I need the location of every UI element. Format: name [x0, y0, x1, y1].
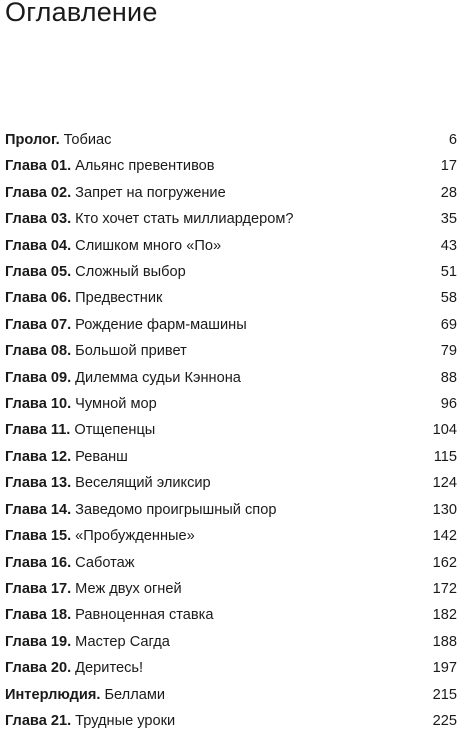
toc-entry-page-number: 142 — [432, 528, 457, 545]
toc-entry-label: Глава 14. — [5, 501, 72, 518]
toc-entry-name: Мастер Сагда — [75, 633, 170, 650]
toc-entry-name: Альянс превентивов — [75, 158, 215, 175]
toc-entry-page-number: 6 — [448, 132, 457, 148]
toc-entry-title — [5, 576, 182, 602]
toc-entry-title — [5, 365, 241, 391]
toc-entry-title — [5, 655, 143, 681]
toc-entry-name: Рождение фарм-машины — [75, 316, 247, 333]
toc-entry-label: Глава 15. — [5, 528, 72, 545]
toc-entry-title — [5, 391, 157, 417]
toc-entry-title — [5, 153, 215, 179]
toc-entry-name: Реванш — [75, 448, 128, 465]
toc-entry-label: Глава 06. — [5, 290, 72, 307]
toc-entry-page-number: 172 — [432, 580, 457, 597]
toc-entry-name: Меж двух огней — [75, 580, 182, 597]
toc-entry-title — [5, 550, 135, 576]
toc-entry-page-number: 51 — [440, 264, 457, 281]
toc-entry-page-number: 88 — [440, 369, 457, 386]
toc-entry[interactable] — [5, 180, 457, 206]
toc-entry[interactable] — [5, 444, 457, 470]
toc-entry[interactable] — [5, 523, 457, 549]
toc-entry-title — [5, 206, 294, 232]
toc-entry-name: Кто хочет стать миллиардером? — [75, 211, 294, 228]
toc-entry-page-number: 58 — [440, 290, 457, 307]
toc-entry-page-number: 197 — [432, 660, 457, 677]
toc-entry-title — [5, 682, 165, 708]
toc-entry-title — [5, 523, 195, 549]
toc-entry-title — [5, 233, 221, 259]
toc-entry[interactable] — [5, 285, 457, 311]
toc-entry-label: Глава 08. — [5, 343, 72, 360]
toc-entry[interactable] — [5, 153, 457, 179]
toc-entry-title — [5, 338, 187, 364]
toc-entry-title — [5, 127, 111, 153]
toc-entry-page-number: 115 — [433, 448, 457, 465]
toc-entry-name: Сложный выбор — [75, 264, 186, 281]
toc-entry[interactable] — [5, 497, 457, 523]
toc-entry-page-number: 162 — [432, 554, 457, 571]
toc-entry-label: Глава 18. — [5, 607, 72, 624]
toc-entry-page-number: 35 — [440, 211, 457, 228]
toc-entry-name: Слишком много «По» — [75, 237, 222, 254]
toc-entry[interactable] — [5, 391, 457, 417]
toc-entry-page-number: 124 — [432, 475, 457, 492]
toc-entry-title — [5, 312, 247, 338]
toc-entry-name: Тобиас — [63, 132, 112, 148]
toc-entry-label: Глава 17. — [5, 580, 72, 597]
toc-entry-page-number: 69 — [440, 316, 457, 333]
toc-entry-name: Чумной мор — [75, 396, 157, 413]
toc-entry-label: Глава 19. — [5, 633, 72, 650]
toc-entry-name: Большой привет — [75, 343, 187, 360]
toc-entry[interactable] — [5, 127, 457, 153]
toc-entry-page-number: 104 — [432, 422, 457, 439]
toc-entry[interactable] — [5, 550, 457, 576]
toc-entry-label: Глава 05. — [5, 264, 72, 281]
toc-entry-name: Беллами — [104, 686, 166, 703]
toc-entry-label: Глава 16. — [5, 554, 72, 571]
toc-entry[interactable] — [5, 470, 457, 496]
page-title: Оглавление — [5, 0, 158, 27]
toc-entry-page-number: 225 — [432, 712, 457, 729]
toc-entry[interactable] — [5, 259, 457, 285]
toc-entry-title — [5, 602, 213, 628]
toc-entry[interactable] — [5, 602, 457, 628]
toc-entry[interactable] — [5, 417, 457, 443]
toc-entry-label: Глава 20. — [5, 660, 72, 677]
toc-entry-title — [5, 285, 162, 311]
toc-entry-label: Глава 10. — [5, 396, 72, 413]
toc-entry-label: Глава 12. — [5, 448, 72, 465]
toc-entry-name: Веселящий эликсир — [75, 475, 211, 492]
toc-entry-page-number: 188 — [432, 633, 457, 650]
toc-entry-name: Предвестник — [75, 290, 163, 307]
toc-entry[interactable] — [5, 629, 457, 655]
toc-entry-name: Отщепенцы — [74, 422, 156, 439]
toc-entry-label: Интерлюдия. — [5, 686, 101, 703]
toc-entry[interactable] — [5, 312, 457, 338]
table-of-contents — [5, 127, 457, 734]
toc-entry-name: Дилемма судьи Кэннона — [75, 369, 241, 386]
toc-entry-title — [5, 629, 170, 655]
toc-entry-page-number: 17 — [440, 158, 457, 175]
toc-entry[interactable] — [5, 365, 457, 391]
toc-entry-label: Глава 21. — [5, 712, 72, 729]
toc-entry-page-number: 130 — [432, 501, 457, 518]
toc-entry-title — [5, 497, 276, 523]
toc-entry-label: Глава 01. — [5, 158, 72, 175]
toc-entry-label: Глава 02. — [5, 184, 72, 201]
toc-entry-label: Глава 03. — [5, 211, 72, 228]
toc-entry-title — [5, 708, 175, 734]
toc-entry[interactable] — [5, 338, 457, 364]
toc-entry-page-number: 182 — [432, 607, 457, 624]
toc-entry-label: Глава 04. — [5, 237, 72, 254]
toc-entry-title — [5, 259, 186, 285]
toc-entry[interactable] — [5, 708, 457, 734]
toc-entry-name: «Пробужденные» — [75, 528, 195, 545]
toc-entry-page-number: 79 — [440, 343, 457, 360]
toc-entry-name: Запрет на погружение — [75, 184, 226, 201]
toc-entry[interactable] — [5, 682, 457, 708]
toc-entry-page-number: 215 — [432, 686, 457, 703]
toc-entry[interactable] — [5, 206, 457, 232]
toc-entry-name: Равноценная ставка — [75, 607, 214, 624]
toc-entry-title — [5, 180, 226, 206]
toc-entry-label: Глава 07. — [5, 316, 72, 333]
toc-entry-title — [5, 444, 128, 470]
toc-entry-name: Заведомо проигрышный спор — [75, 501, 277, 518]
toc-entry-label: Глава 13. — [5, 475, 72, 492]
toc-entry[interactable] — [5, 576, 457, 602]
toc-entry-title — [5, 417, 155, 443]
toc-entry-label: Глава 09. — [5, 369, 72, 386]
toc-entry-page-number: 43 — [440, 237, 457, 254]
toc-entry-label: Пролог. — [5, 132, 60, 148]
toc-entry-title — [5, 470, 211, 496]
toc-entry-name: Саботаж — [75, 554, 135, 571]
toc-entry-name: Деритесь! — [75, 660, 144, 677]
toc-entry-page-number: 28 — [440, 184, 457, 201]
toc-entry[interactable] — [5, 655, 457, 681]
toc-entry-page-number: 96 — [440, 396, 457, 413]
toc-entry-name: Трудные уроки — [75, 712, 176, 729]
toc-entry-label: Глава 11. — [5, 422, 71, 439]
toc-entry[interactable] — [5, 233, 457, 259]
